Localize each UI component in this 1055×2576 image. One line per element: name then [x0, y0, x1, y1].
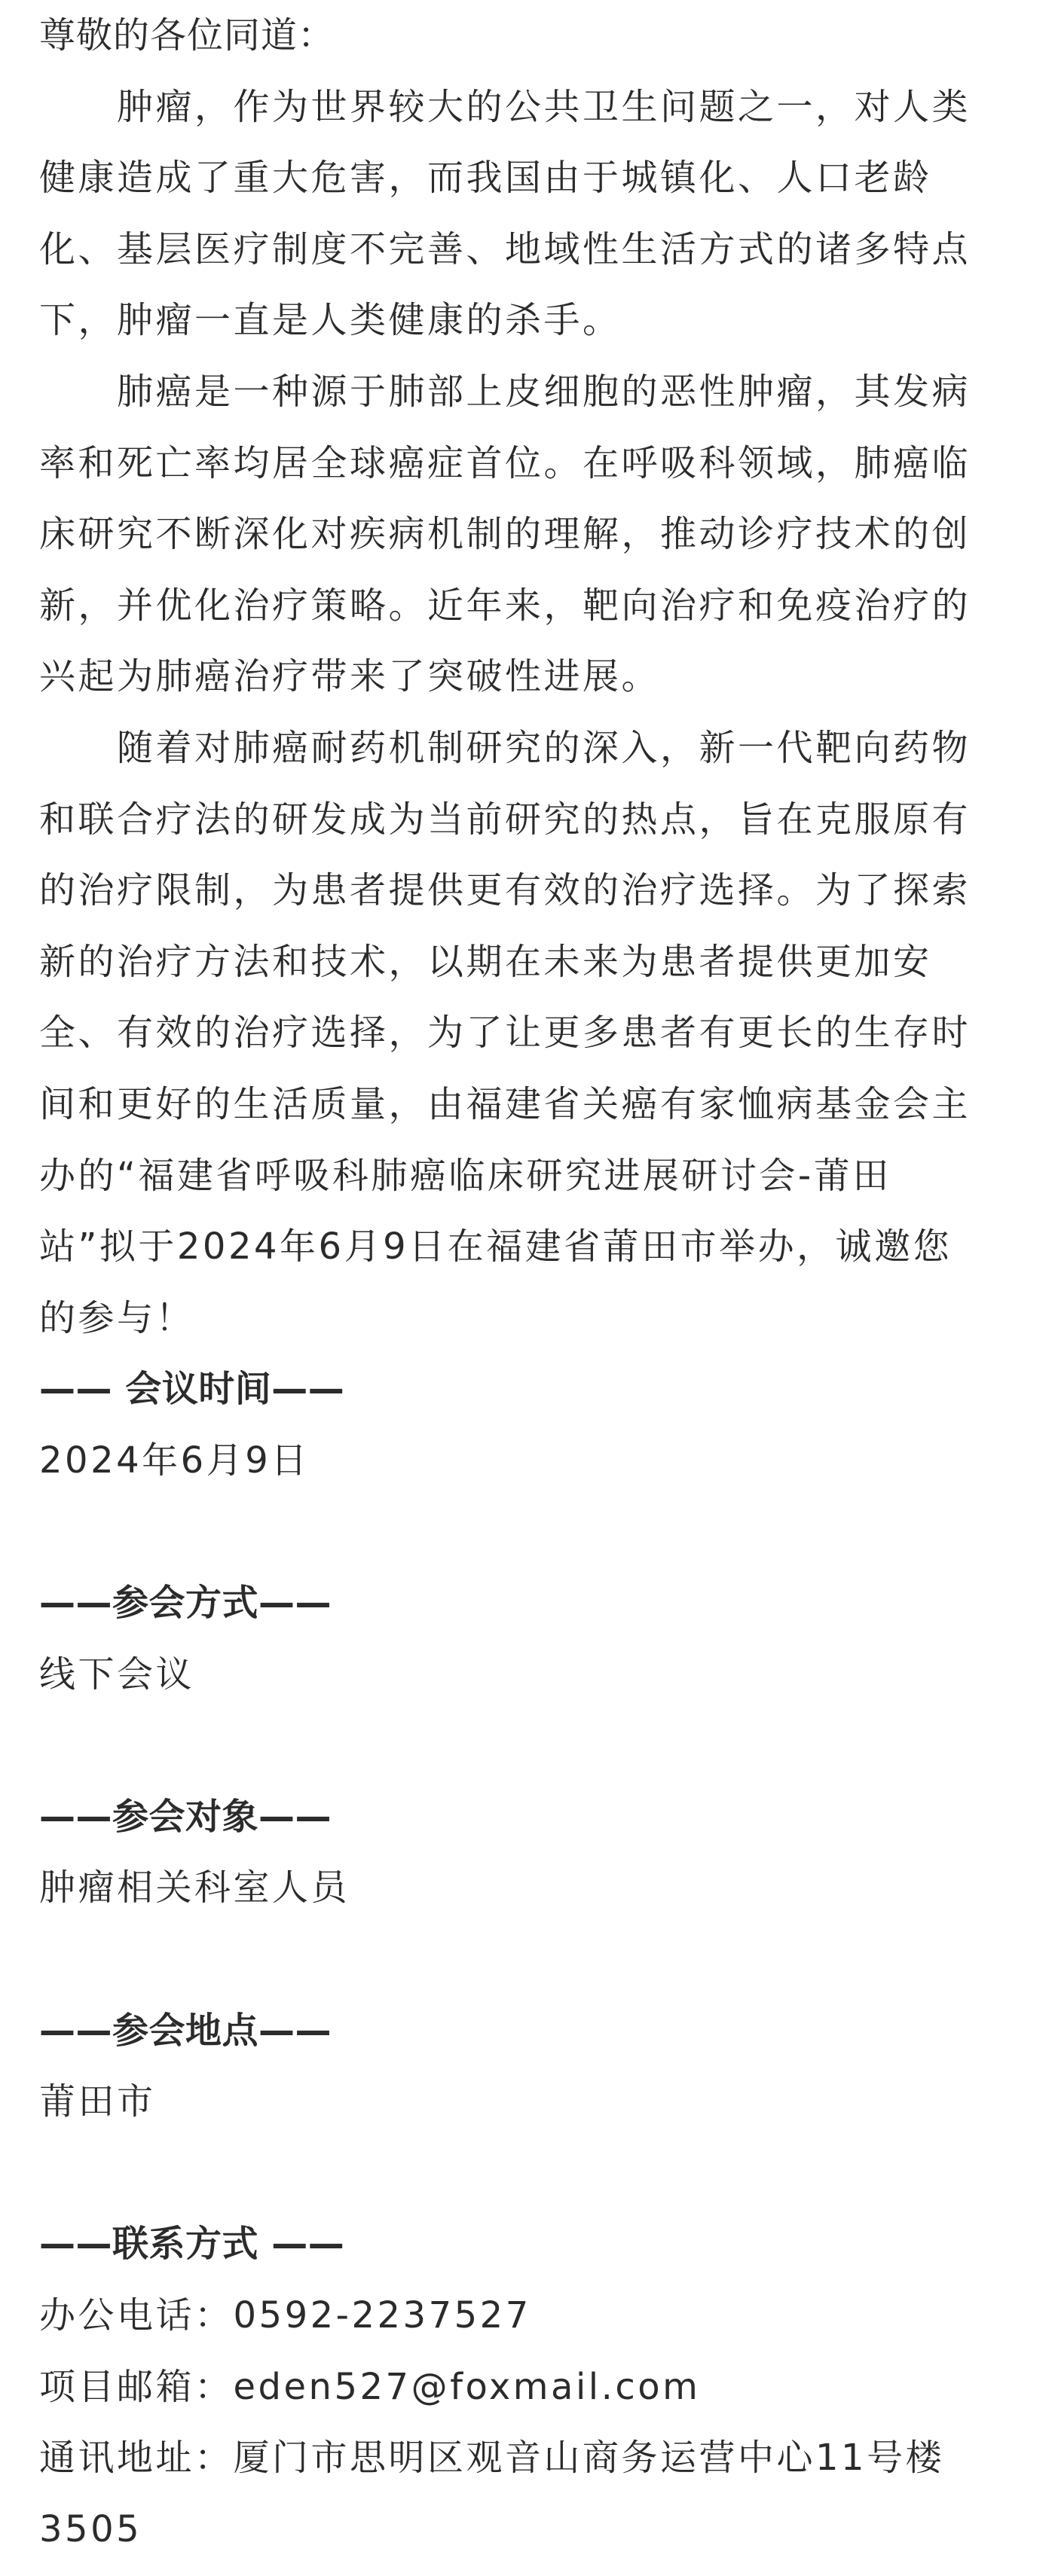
intro-line: 化、基层医疗制度不完善、地域性生活方式的诸多特点 [39, 227, 971, 270]
spacer [39, 1924, 1016, 1995]
meeting-time-heading: —— 会议时间—— [39, 1368, 345, 1411]
intro-line: 办的“福建省呼吸科肺癌临床研究进展研讨会-莆田 [39, 1154, 891, 1197]
contact-address: 通讯地址：厦门市思明区观音山商务运营中心11号楼 [39, 2437, 945, 2480]
meeting-time-value: 2024年6月9日 [39, 1439, 310, 1482]
intro-line: 新，并优化治疗策略。近年来，靶向治疗和免疫治疗的 [39, 584, 971, 627]
attendance-method-value: 线下会议 [39, 1653, 195, 1695]
intro-line: 肿瘤，作为世界较大的公共卫生问题之一，对人类 [39, 85, 971, 128]
contact-email: 项目邮箱：eden527@foxmail.com [39, 2365, 701, 2408]
intro-line: 和联合疗法的研发成为当前研究的热点，旨在克服原有 [39, 798, 971, 841]
intro-line: 的治疗限制，为患者提供更有效的治疗选择。为了探索 [39, 869, 971, 912]
intro-line: 健康造成了重大危害，而我国由于城镇化、人口老龄 [39, 157, 932, 200]
intro-line: 的参与！ [39, 1296, 195, 1339]
audience-heading: ——参会对象—— [39, 1795, 332, 1838]
spacer [39, 1496, 1016, 1567]
intro-line: 站”拟于2024年6月9日在福建省莆田市举办，诚邀您 [39, 1225, 953, 1268]
intro-line: 床研究不断深化对疾病机制的理解，推动诊疗技术的创 [39, 513, 971, 556]
spacer [39, 2138, 1016, 2209]
intro-line: 下，肿瘤一直是人类健康的杀手。 [39, 299, 622, 342]
intro-line: 新的治疗方法和技术，以期在未来为患者提供更加安 [39, 940, 932, 983]
intro-body [39, 72, 1016, 1354]
audience-value: 肿瘤相关科室人员 [39, 1866, 350, 1909]
contact-phone: 办公电话：0592-2237527 [39, 2294, 531, 2336]
intro-line: 全、有效的治疗选择，为了让更多患者有更长的生存时 [39, 1012, 971, 1055]
attendance-method-heading: ——参会方式—— [39, 1582, 332, 1625]
intro-line: 肺癌是一种源于肺部上皮细胞的恶性肿瘤，其发病 [39, 370, 971, 413]
intro-line: 随着对肺癌耐药机制研究的深入，新一代靶向药物 [39, 726, 971, 769]
contact-address-continued: 3505 [39, 2507, 142, 2550]
intro-line: 间和更好的生活质量，由福建省关癌有家恤病基金会主 [39, 1082, 971, 1125]
location-value: 莆田市 [39, 2080, 156, 2123]
location-heading: ——参会地点—— [39, 2009, 332, 2052]
intro-line: 率和死亡率均居全球癌症首位。在呼吸科领域，肺癌临 [39, 441, 971, 484]
spacer [39, 1710, 1016, 1781]
contact-heading: ——联系方式 —— [39, 2223, 345, 2266]
salutation: 尊敬的各位同道： [39, 14, 335, 56]
intro-line: 兴起为肺癌治疗带来了突破性进展。 [39, 655, 661, 698]
